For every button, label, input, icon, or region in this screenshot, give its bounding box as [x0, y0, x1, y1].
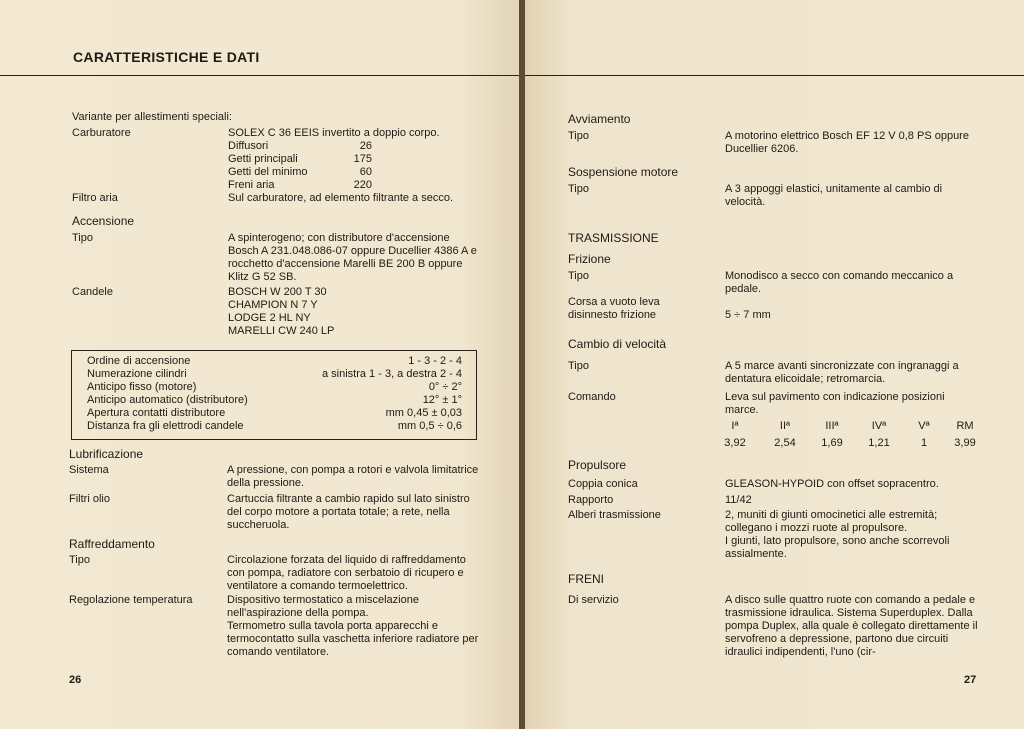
carburatore-value: SOLEX C 36 EEIS invertito a doppio corpo. — [228, 127, 440, 139]
raff-tipo-value: Circolazione forzata del liquido di raffreddamento con pompa, radiatore con serbatoio di ricupero e ventilatore a comando termoelettrico. — [227, 554, 466, 592]
rapporto-value: 11/42 — [725, 494, 752, 506]
gear-ratio: 3,99 — [954, 437, 976, 449]
section-title-trasmissione: TRASMISSIONE — [568, 231, 659, 245]
section-title-lubrificazione: Lubrificazione — [69, 447, 144, 461]
gear-ratio: 2,54 — [774, 437, 796, 449]
corsa-label: Corsa a vuoto leva disinnesto frizione — [568, 296, 660, 321]
gear-name: RM — [956, 420, 974, 432]
filtri-olio-value: Cartuccia filtrante a cambio rapido sul lato sinistro del corpo motore a portata totale; a rete, nella succheruola. — [227, 493, 470, 531]
tipo-label: Tipo — [568, 130, 589, 142]
comando-label: Comando — [568, 391, 616, 403]
coppia-value: GLEASON-HYPOID con offset sopracentro. — [725, 478, 939, 490]
carb-row-label: Diffusori — [228, 140, 269, 152]
carb-row-label: Freni aria — [228, 179, 275, 191]
section-title-propulsore: Propulsore — [568, 458, 627, 472]
servizio-value: A disco sulle quattro ruote con comando a pedale e trasmissione idraulica. Sistema Superduplex. Dalla pompa Duplex, alla quale è collegato direttamente il servofreno a depressione, partono due circuiti idraulici indipendenti, l'uno (cir- — [725, 594, 978, 658]
page-header: CARATTERISTICHE E DATI — [73, 49, 260, 65]
gear-name: IIª — [779, 420, 791, 432]
gear-ratio: 1,69 — [821, 437, 843, 449]
gear-name: Iª — [731, 420, 739, 432]
avviamento-tipo: A motorino elettrico Bosch EF 12 V 0,8 PS oppure Ducellier 6206. — [725, 130, 969, 155]
section-title-cambio: Cambio di velocità — [568, 337, 667, 351]
sistema-label: Sistema — [69, 464, 109, 476]
frizione-tipo: Monodisco a secco con comando meccanico a pedale. — [725, 270, 954, 295]
page-number: 27 — [964, 674, 977, 686]
rapporto-label: Rapporto — [568, 494, 614, 506]
candela-item: LODGE 2 HL NY — [228, 312, 311, 324]
comando-value: Leva sul pavimento con indicazione posizioni marce. — [725, 391, 945, 416]
header-rule — [523, 75, 1024, 76]
carburatore-label: Carburatore — [72, 127, 131, 139]
section-title-frizione: Frizione — [568, 252, 611, 266]
filtri-olio-label: Filtri olio — [69, 493, 110, 505]
gear-ratio: 1,21 — [868, 437, 890, 449]
page-number: 26 — [69, 674, 82, 686]
regolazione-value: Dispositivo termostatico a miscelazione nell'aspirazione della pompa. — [227, 594, 419, 619]
carb-row-value: 60 — [359, 166, 372, 178]
carb-row-label: Getti principali — [228, 153, 298, 165]
regolazione-label: Regolazione temperatura — [69, 594, 193, 606]
servizio-label: Di servizio — [568, 594, 619, 606]
accensione-tipo: A spinterogeno; con distributore d'accensione Bosch A 231.048.086-07 oppure Ducellier 4386 A e rocchetto d'accensione Marelli BE 200 B oppure Klitz G 52 SB. — [228, 232, 477, 283]
alberi-value: 2, muniti di giunti omocinetici alle estremità; collegano i mozzi ruote al propulsore. — [725, 509, 938, 534]
header-rule — [0, 75, 521, 76]
gear-ratio: 3,92 — [724, 437, 746, 449]
tipo-label: Tipo — [72, 232, 93, 244]
corsa-value: 5 ÷ 7 mm — [725, 309, 771, 321]
section-title-freni: FRENI — [568, 572, 604, 586]
tipo-label: Tipo — [568, 360, 589, 372]
filtro-label: Filtro aria — [72, 192, 118, 204]
carb-row-value: 175 — [353, 153, 372, 165]
box-row-value: mm 0,45 ± 0,03 — [385, 407, 462, 419]
box-row-label: Apertura contatti distributore — [87, 407, 226, 419]
filtro-value: Sul carburatore, ad elemento filtrante a secco. — [228, 192, 454, 204]
tipo-label: Tipo — [568, 270, 589, 282]
box-row-label: Anticipo automatico (distributore) — [87, 394, 248, 406]
box-row-value: a sinistra 1 - 3, a destra 2 - 4 — [321, 368, 462, 380]
box-row-value: mm 0,5 ÷ 0,6 — [397, 420, 462, 432]
section-title-raffreddamento: Raffreddamento — [69, 537, 155, 551]
box-row-value: 1 - 3 - 2 - 4 — [408, 355, 462, 367]
candele-label: Candele — [72, 286, 113, 298]
right-page — [523, 0, 1024, 729]
carb-row-value: 26 — [359, 140, 372, 152]
alberi-label: Alberi trasmissione — [568, 509, 661, 521]
variante-note: Variante per allestimenti speciali: — [72, 111, 232, 123]
carb-row-label: Getti del minimo — [228, 166, 308, 178]
box-row-label: Ordine di accensione — [87, 355, 191, 367]
carb-row-value: 220 — [353, 179, 372, 191]
candela-item: MARELLI CW 240 LP — [228, 325, 335, 337]
raff-tipo-label: Tipo — [69, 554, 90, 566]
book-gutter — [519, 0, 525, 729]
box-row-value: 12° ± 1° — [422, 394, 462, 406]
box-row-label: Distanza fra gli elettrodi candele — [87, 420, 244, 432]
gear-name: Vª — [918, 420, 930, 432]
candela-item: BOSCH W 200 T 30 — [228, 286, 327, 298]
candela-item: CHAMPION N 7 Y — [228, 299, 318, 311]
gear-name: IIIª — [825, 420, 839, 432]
tipo-label: Tipo — [568, 183, 589, 195]
section-title-avviamento: Avviamento — [568, 112, 631, 126]
alberi-value-2: I giunti, lato propulsore, sono anche scorrevoli assialmente. — [725, 535, 950, 560]
sistema-value: A pressione, con pompa a rotori e valvola limitatrice della pressione. — [227, 464, 479, 489]
coppia-label: Coppia conica — [568, 478, 638, 490]
box-row-label: Numerazione cilindri — [87, 368, 187, 380]
sospensione-tipo: A 3 appoggi elastici, unitamente al cambio di velocità. — [725, 183, 943, 208]
gear-ratio: 1 — [920, 437, 928, 449]
termometro-value: Termometro sulla tavola porta apparecchi e termocontatto sulla vaschetta inferiore radiatore per comando ventilatore. — [227, 620, 479, 658]
section-title-sospensione: Sospensione motore — [568, 165, 679, 179]
section-title-accensione: Accensione — [72, 214, 135, 228]
box-row-label: Anticipo fisso (motore) — [87, 381, 197, 393]
box-row-value: 0° ÷ 2° — [428, 381, 462, 393]
gear-name: IVª — [871, 420, 887, 432]
cambio-tipo: A 5 marce avanti sincronizzate con ingranaggi a dentatura elicoidale; retromarcia. — [725, 360, 959, 385]
